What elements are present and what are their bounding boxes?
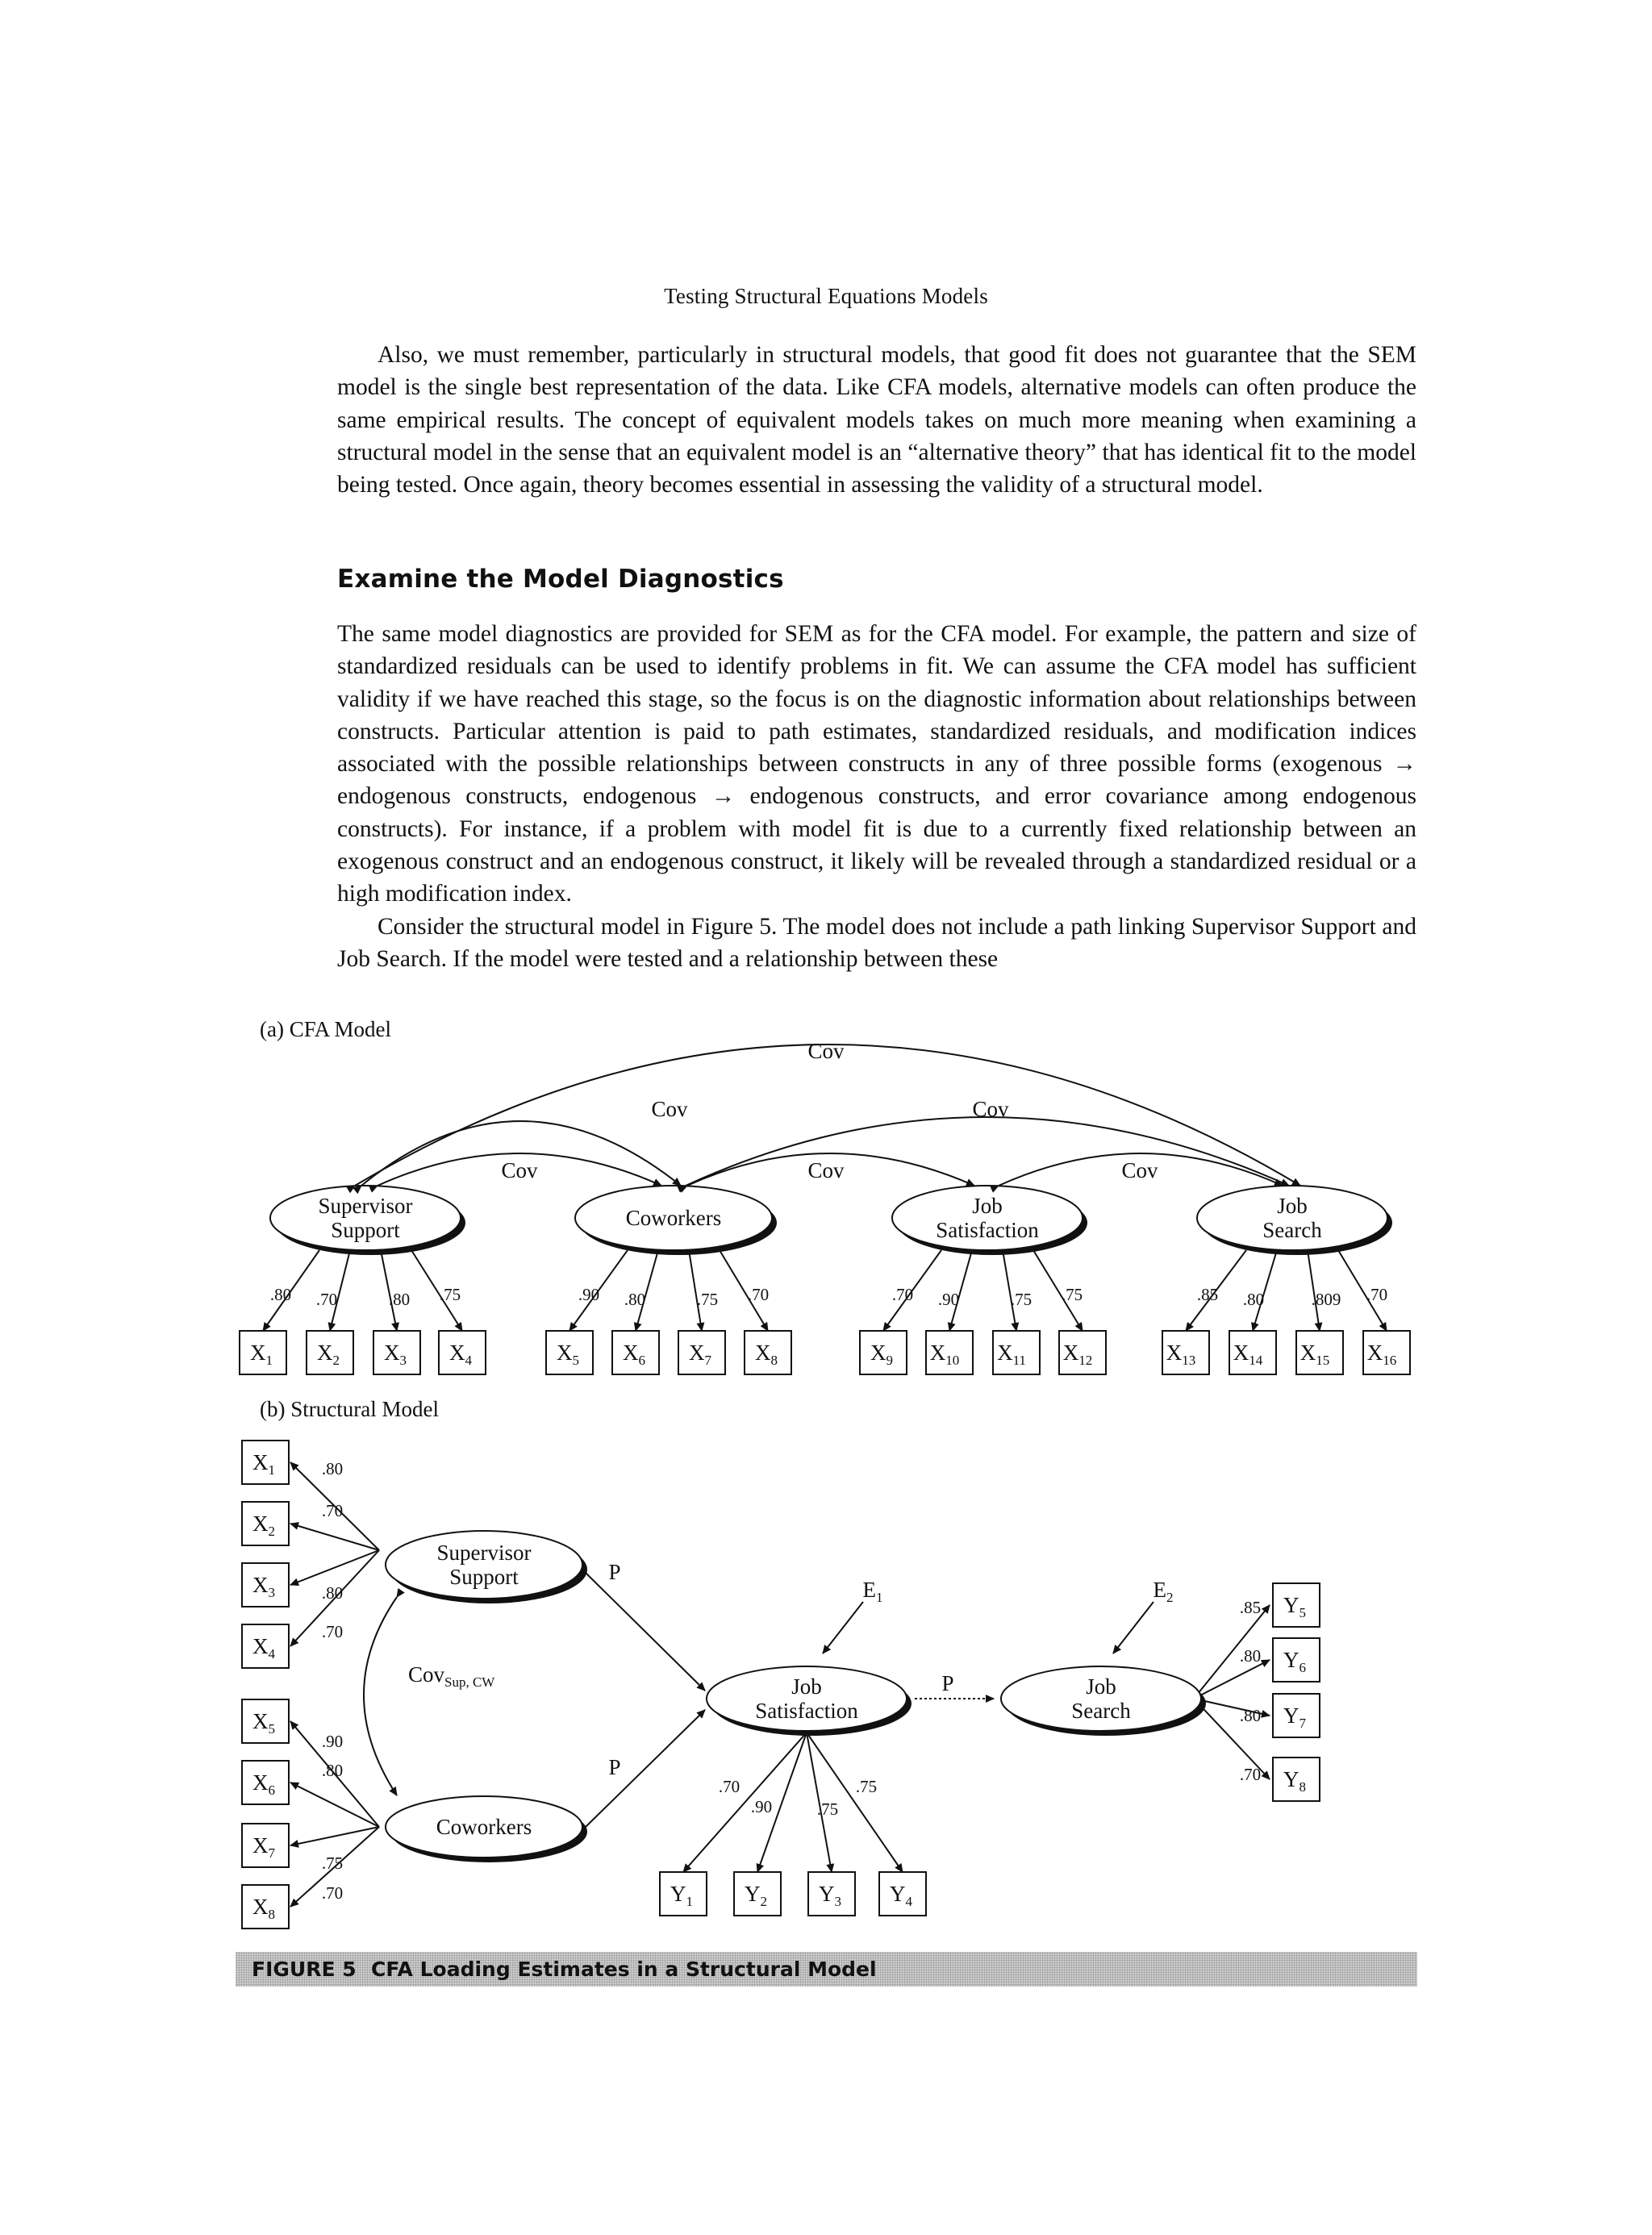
cfa-indicator-x15-label: $X_{15}$ bbox=[1299, 1341, 1330, 1368]
cfa-covariance-label: Cov bbox=[501, 1158, 538, 1182]
cfa-loading-value: .85 bbox=[1196, 1285, 1219, 1304]
struct-loading-value: .80 bbox=[321, 1761, 344, 1780]
struct-indicator-y3-label: $Y_3$ bbox=[819, 1882, 841, 1909]
struct-indicator-x6-label: $X_6$ bbox=[252, 1770, 275, 1798]
cfa-loading-value: .80 bbox=[388, 1290, 411, 1309]
struct-loading-value: .70 bbox=[1239, 1765, 1262, 1784]
struct-loading-value: .90 bbox=[321, 1732, 344, 1751]
cfa-loading-value: .90 bbox=[937, 1290, 960, 1309]
cfa-loading-value: .75 bbox=[1061, 1285, 1083, 1304]
struct-indicator-x8-label: $X_8$ bbox=[252, 1895, 275, 1922]
cfa-covariance-label: Cov bbox=[972, 1097, 1009, 1121]
struct-covariance-label: Cov$_{Sup, CW}$ bbox=[408, 1662, 495, 1690]
struct-indicator-x4-label: $X_4$ bbox=[252, 1634, 275, 1662]
struct-indicator-x3-label: $X_3$ bbox=[252, 1573, 275, 1600]
cfa-indicator-x10-label: $X_{10}$ bbox=[929, 1341, 960, 1368]
cfa-covariance-label: Cov bbox=[651, 1097, 688, 1121]
paragraph-3-text: Consider the structural model in Figure 5. The model does not include a path linking Supervisor Support and Job Search. If the model were tested and a relationship between these bbox=[337, 913, 1416, 972]
cfa-loading-value: .70 bbox=[1366, 1285, 1388, 1304]
figure-caption-title: CFA Loading Estimates in a Structural Model bbox=[371, 1958, 877, 1981]
struct-loading-value: .70 bbox=[321, 1501, 344, 1520]
cfa-construct-label-line: Job bbox=[972, 1194, 1003, 1218]
cfa-loading-value: .75 bbox=[1010, 1290, 1032, 1309]
cfa-loading-value: .75 bbox=[439, 1285, 461, 1304]
cfa-indicator-x5-label: $X_5$ bbox=[557, 1341, 579, 1368]
section-heading: Examine the Model Diagnostics bbox=[337, 565, 784, 594]
struct-indicator-y4-label: $Y_4$ bbox=[890, 1882, 912, 1909]
cfa-construct-label-line: Coworkers bbox=[625, 1206, 722, 1230]
struct-loading-arrow bbox=[290, 1827, 379, 1845]
struct-loading-arrow bbox=[290, 1783, 379, 1827]
struct-indicator-y6-label: $Y_6$ bbox=[1283, 1648, 1306, 1675]
struct-construct-job-satisfaction-label-line: Job bbox=[791, 1674, 822, 1699]
struct-indicator-x1-label: $X_1$ bbox=[252, 1450, 275, 1478]
cfa-loading-value: .80 bbox=[1242, 1290, 1265, 1309]
struct-error-arrow bbox=[1113, 1602, 1153, 1653]
cfa-loading-value: .70 bbox=[315, 1290, 338, 1309]
struct-loading-value: .90 bbox=[750, 1797, 773, 1816]
cfa-construct-label-line: Support bbox=[331, 1218, 400, 1242]
struct-indicator-y5-label: $Y_5$ bbox=[1283, 1593, 1306, 1620]
cfa-loading-value: .70 bbox=[891, 1285, 914, 1304]
struct-path-label: P bbox=[608, 1560, 621, 1584]
struct-error-label: $E_2$ bbox=[1153, 1578, 1174, 1605]
cfa-loading-value: .70 bbox=[747, 1285, 770, 1304]
cfa-indicator-x4-label: $X_4$ bbox=[449, 1341, 472, 1368]
struct-loading-value: .80 bbox=[1239, 1646, 1262, 1666]
struct-loading-value: .80 bbox=[1239, 1706, 1262, 1725]
cfa-covariance-label: Cov bbox=[1121, 1158, 1158, 1182]
struct-loading-value: .70 bbox=[321, 1622, 344, 1641]
struct-indicator-y2-label: $Y_2$ bbox=[745, 1882, 767, 1909]
cfa-indicator-x14-label: $X_{14}$ bbox=[1233, 1341, 1263, 1368]
struct-loading-value: .80 bbox=[321, 1583, 344, 1603]
struct-indicator-y7-label: $Y_7$ bbox=[1283, 1703, 1306, 1731]
struct-loading-value: .75 bbox=[321, 1853, 344, 1873]
cfa-indicator-x11-label: $X_{11}$ bbox=[997, 1341, 1026, 1368]
paragraph-1 bbox=[337, 339, 1416, 501]
panel-b-label: (b) Structural Model bbox=[260, 1397, 439, 1421]
cfa-construct-label-line: Job bbox=[1277, 1194, 1308, 1218]
struct-construct-job-search-label-line: Search bbox=[1071, 1699, 1131, 1723]
cfa-covariance-arc bbox=[686, 1117, 1289, 1186]
struct-path-label: P bbox=[608, 1755, 621, 1779]
cfa-indicator-x8-label: $X_8$ bbox=[755, 1341, 778, 1368]
struct-loading-value: .70 bbox=[718, 1777, 740, 1796]
struct-construct-job-satisfaction-label-line: Satisfaction bbox=[755, 1699, 858, 1723]
struct-loading-value: .80 bbox=[321, 1459, 344, 1478]
struct-construct-supervisor-label-line: Supervisor bbox=[436, 1541, 532, 1565]
paragraph-1-text: Also, we must remember, particularly in structural models, that good fit does not guarantee that the SEM model is the single best representation of the data. Like CFA models, alternative models can often produce the same empirical results. The concept of equivalent models takes on much more meaning when examining a structural model in the sense that an equivalent model is an “alternative theory” that has identical fit to the model being tested. Once again, theory becomes essential in assessing the validity of a structural model. bbox=[337, 342, 1416, 498]
struct-indicator-y8-label: $Y_8$ bbox=[1283, 1767, 1306, 1795]
struct-loading-value: .75 bbox=[816, 1799, 839, 1819]
cfa-construct-label-line: Satisfaction bbox=[936, 1218, 1039, 1242]
cfa-construct-label-line: Search bbox=[1262, 1218, 1322, 1242]
struct-loading-value: .85 bbox=[1239, 1598, 1262, 1617]
struct-construct-coworkers-label-line: Coworkers bbox=[436, 1815, 532, 1839]
cfa-indicator-x16-label: $X_{16}$ bbox=[1366, 1341, 1397, 1368]
struct-path-label: P bbox=[941, 1671, 954, 1695]
struct-indicator-x2-label: $X_2$ bbox=[252, 1512, 275, 1539]
struct-loading-arrow bbox=[1194, 1660, 1270, 1699]
struct-construct-job-search-label-line: Job bbox=[1086, 1674, 1116, 1699]
struct-loading-arrow bbox=[290, 1550, 379, 1585]
figure-caption-label: FIGURE 5 bbox=[252, 1958, 357, 1981]
cfa-loading-value: .80 bbox=[624, 1290, 646, 1309]
cfa-indicator-x12-label: $X_{12}$ bbox=[1062, 1341, 1093, 1368]
cfa-indicator-x3-label: $X_3$ bbox=[384, 1341, 407, 1368]
struct-loading-value: .70 bbox=[321, 1883, 344, 1903]
struct-indicator-x5-label: $X_5$ bbox=[252, 1709, 275, 1737]
cfa-indicator-x13-label: $X_{13}$ bbox=[1166, 1341, 1196, 1368]
struct-loading-arrow bbox=[683, 1733, 807, 1872]
struct-path-arrow bbox=[586, 1710, 705, 1827]
cfa-indicator-x6-label: $X_6$ bbox=[623, 1341, 645, 1368]
struct-covariance-arc bbox=[364, 1597, 397, 1795]
cfa-loading-value: .80 bbox=[269, 1285, 292, 1304]
cfa-loading-value: .90 bbox=[578, 1285, 600, 1304]
paragraph-2-text: The same model diagnostics are provided for SEM as for the CFA model. For example, the pattern and size of standardized residuals can be used to identify problems in fit. We can assume the CFA model has sufficient validity if we have reached this stage, so the focus is on the diagnostic information about relationships between constructs. Particular attention is paid to path estimates, standardized residuals, and modification indices associated with the possible relationships between constructs in any of three possible forms (exogenous → endogenous constructs, endogenous → endogenous constructs, and error covariance among endogenous constructs). For instance, if a problem with model fit is due to a currently fixed relationship between an exogenous construct and an endogenous construct, it likely will be revealed through a standardized residual or a high modification index. bbox=[337, 621, 1416, 907]
figure-5-diagram bbox=[0, 1000, 1652, 2000]
cfa-construct-label-line: Supervisor bbox=[318, 1194, 413, 1218]
struct-construct-supervisor-label-line: Support bbox=[449, 1565, 519, 1589]
cfa-loading-value: .75 bbox=[696, 1290, 719, 1309]
cfa-covariance-label: Cov bbox=[807, 1039, 845, 1063]
struct-loading-value: .75 bbox=[855, 1777, 878, 1796]
struct-indicator-y1-label: $Y_1$ bbox=[670, 1882, 693, 1909]
panel-a-label: (a) CFA Model bbox=[260, 1017, 391, 1041]
cfa-covariance-label: Cov bbox=[807, 1158, 845, 1182]
cfa-indicator-x9-label: $X_9$ bbox=[870, 1341, 893, 1368]
cfa-loading-value: .809 bbox=[1311, 1290, 1341, 1309]
cfa-indicator-x2-label: $X_2$ bbox=[317, 1341, 340, 1368]
struct-error-label: $E_1$ bbox=[862, 1578, 883, 1605]
cfa-indicator-x1-label: $X_1$ bbox=[250, 1341, 273, 1368]
struct-error-arrow bbox=[823, 1602, 863, 1653]
paragraph-2 bbox=[337, 618, 1416, 975]
struct-path-arrow bbox=[586, 1573, 705, 1691]
running-head: Testing Structural Equations Models bbox=[664, 284, 988, 308]
struct-indicator-x7-label: $X_7$ bbox=[252, 1833, 275, 1861]
cfa-indicator-x7-label: $X_7$ bbox=[689, 1341, 711, 1368]
